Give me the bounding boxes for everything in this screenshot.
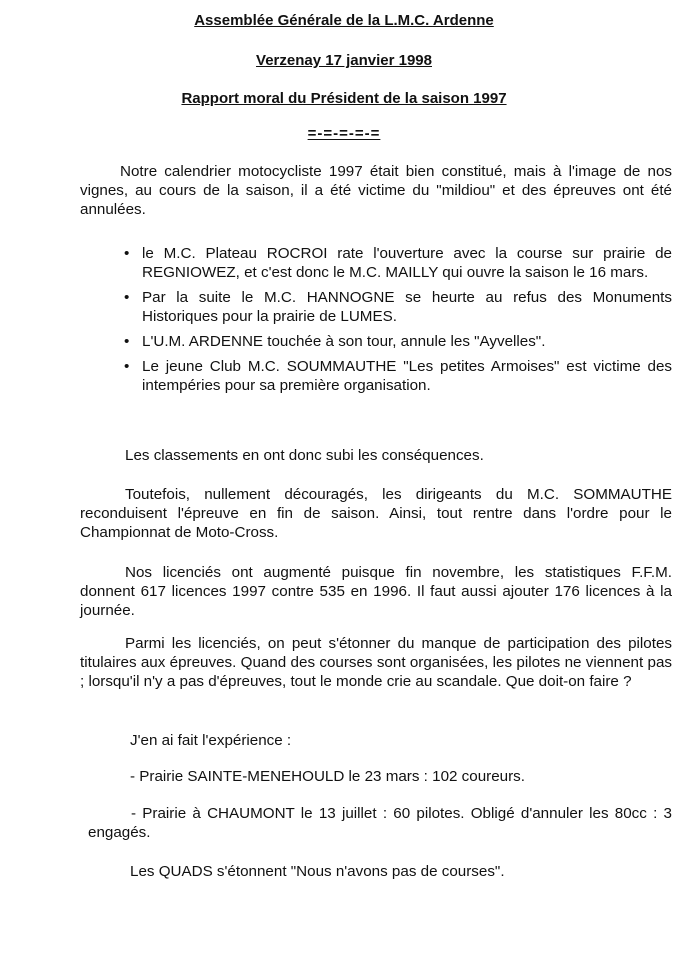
separator: =-=-=-=-= (307, 125, 381, 142)
licences-paragraph: Nos licenciés ont augmenté puisque fin novembre, les statistiques F.F.M. donnent 617 licences 1997 contre 535 en 1996. Il faut aussi ajouter 176 licences à la journée. (80, 564, 672, 619)
participation-paragraph: Parmi les licenciés, on peut s'étonner du manque de participation des pilotes titulaires aux épreuves. Quand des courses sont organisées, les pilotes ne viennent pas ; lorsqu'il n'y a pas d'épreuves, tout le monde crie au scandale. Que doit-on faire ? (80, 635, 672, 690)
bullet-icon: • (124, 245, 130, 262)
quads-line: Les QUADS s'étonnent "Nous n'avons pas de courses". (130, 863, 505, 880)
event-sainte-menehould: - Prairie SAINTE-MENEHOULD le 23 mars : 102 coureurs. (130, 768, 525, 785)
list-item: • le M.C. Plateau ROCROI rate l'ouverture avec la course sur prairie de REGNIOWEZ, et c'est donc le M.C. MAILLY qui ouvre la saison le 16 mars. (124, 245, 672, 281)
list-item: • Par la suite le M.C. HANNOGNE se heurte au refus des Monuments Historiques pour la prairie de LUMES. (124, 289, 672, 325)
consequences-paragraph: Les classements en ont donc subi les conséquences. (125, 447, 484, 464)
event-chaumont: - Prairie à CHAUMONT le 13 juillet : 60 pilotes. Obligé d'annuler les 80cc : 3 engagés. (88, 805, 672, 841)
bullet-icon: • (124, 333, 130, 350)
list-item: • L'U.M. ARDENNE touchée à son tour, annule les "Ayvelles". (124, 333, 546, 350)
bullet-icon: • (124, 358, 130, 375)
however-paragraph: Toutefois, nullement découragés, les dirigeants du M.C. SOMMAUTHE reconduisent l'épreuve en fin de saison. Ainsi, tout rentre dans l'ordre pour le Championnat de Moto-Cross. (80, 486, 672, 541)
list-item: • Le jeune Club M.C. SOUMMAUTHE "Les petites Armoises" est victime des intempéries pour sa première organisation. (124, 358, 672, 394)
cancelled-events-list (124, 244, 672, 401)
bullet-icon: • (124, 289, 130, 306)
experience-line: J'en ai fait l'expérience : (130, 732, 292, 749)
report-title: Rapport moral du Président de la saison 1997 (181, 90, 507, 107)
document-title: Assemblée Générale de la L.M.C. Ardenne (194, 12, 494, 29)
place-date: Verzenay 17 janvier 1998 (256, 52, 432, 69)
intro-paragraph: Notre calendrier motocycliste 1997 était bien constitué, mais à l'image de nos vignes, au cours de la saison, il a été victime du "mildiou" et des épreuves ont été annulées. (80, 163, 672, 218)
